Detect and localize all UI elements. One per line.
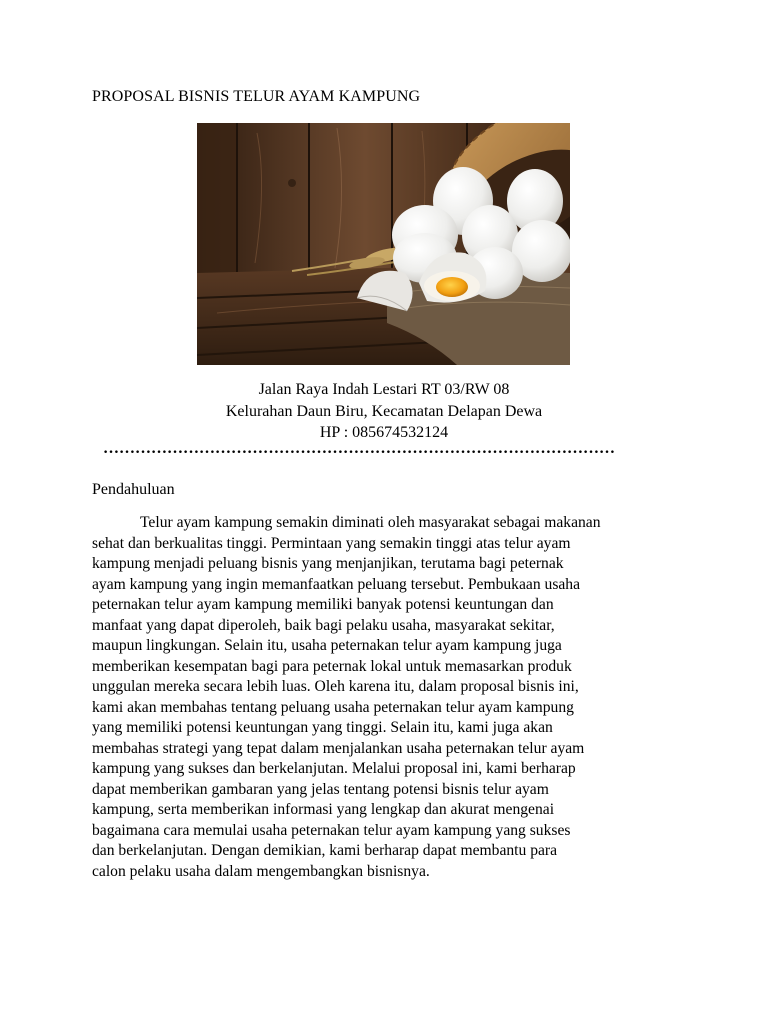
paragraph-line: kampung yang sukses dan berkelanjutan. Melalui proposal ini, kami berharap: [92, 760, 576, 777]
paragraph-line: peternakan telur ayam kampung memiliki banyak potensi keuntungan dan: [92, 596, 554, 613]
paragraph-line: memberikan kesempatan bagi para peternak lokal untuk memasarkan produk: [92, 657, 572, 675]
paragraph-line: manfaat yang dapat diperoleh, baik bagi pelaku usaha, masyarakat sekitar,: [92, 616, 555, 634]
document-title: PROPOSAL BISNIS TELUR AYAM KAMPUNG: [92, 88, 421, 105]
paragraph-line: kami akan membahas tentang peluang usaha peternakan telur ayam kampung: [92, 698, 574, 716]
paragraph-line: dapat memberikan gambaran yang jelas tentang potensi bisnis telur ayam: [92, 780, 549, 798]
paragraph-line: maupun lingkungan. Selain itu, usaha peternakan telur ayam kampung juga: [92, 637, 562, 654]
address-line-district: Kelurahan Daun Biru, Kecamatan Delapan Dewa: [225, 403, 543, 420]
eggs-photo: [197, 123, 570, 365]
paragraph-line: Telur ayam kampung semakin diminati oleh masyarakat sebagai makanan: [140, 514, 601, 531]
paragraph-line: unggulan mereka secara lebih luas. Oleh karena itu, dalam proposal bisnis ini,: [92, 678, 579, 695]
paragraph-line: ayam kampung yang ingin memanfaatkan peluang tersebut. Pembukaan usaha: [92, 575, 581, 593]
address-line-street: Jalan Raya Indah Lestari RT 03/RW 08: [258, 381, 510, 398]
paragraph-line: dan berkelanjutan. Dengan demikian, kami berharap dapat membantu para: [92, 842, 558, 859]
paragraph-line: bagaimana cara memulai usaha peternakan telur ayam kampung yang sukses: [92, 821, 571, 839]
paragraph-line: yang memiliki potensi keuntungan yang tinggi. Selain itu, kami juga akan: [92, 719, 553, 736]
section-heading: Pendahuluan: [92, 481, 175, 498]
paragraph-line: kampung menjadi peluang bisnis yang menjanjikan, terutama bagi peternak: [92, 555, 564, 572]
paragraph-line: membahas strategi yang tepat dalam menjalankan usaha peternakan telur ayam: [92, 739, 585, 757]
dotted-separator: ……………………………………………………………………………………: [103, 440, 615, 457]
paragraph-line: kampung, serta memberikan informasi yang lengkap dan akurat mengenai: [92, 801, 555, 818]
eggs-photo-graphic: [197, 123, 570, 365]
address-line-phone: HP : 085674532124: [319, 424, 449, 441]
paragraph-line: calon pelaku usaha dalam mengembangkan bisnisnya.: [92, 862, 430, 880]
paragraph-line: sehat dan berkualitas tinggi. Permintaan yang semakin tinggi atas telur ayam: [92, 534, 571, 552]
introduction-paragraph: [92, 513, 680, 882]
